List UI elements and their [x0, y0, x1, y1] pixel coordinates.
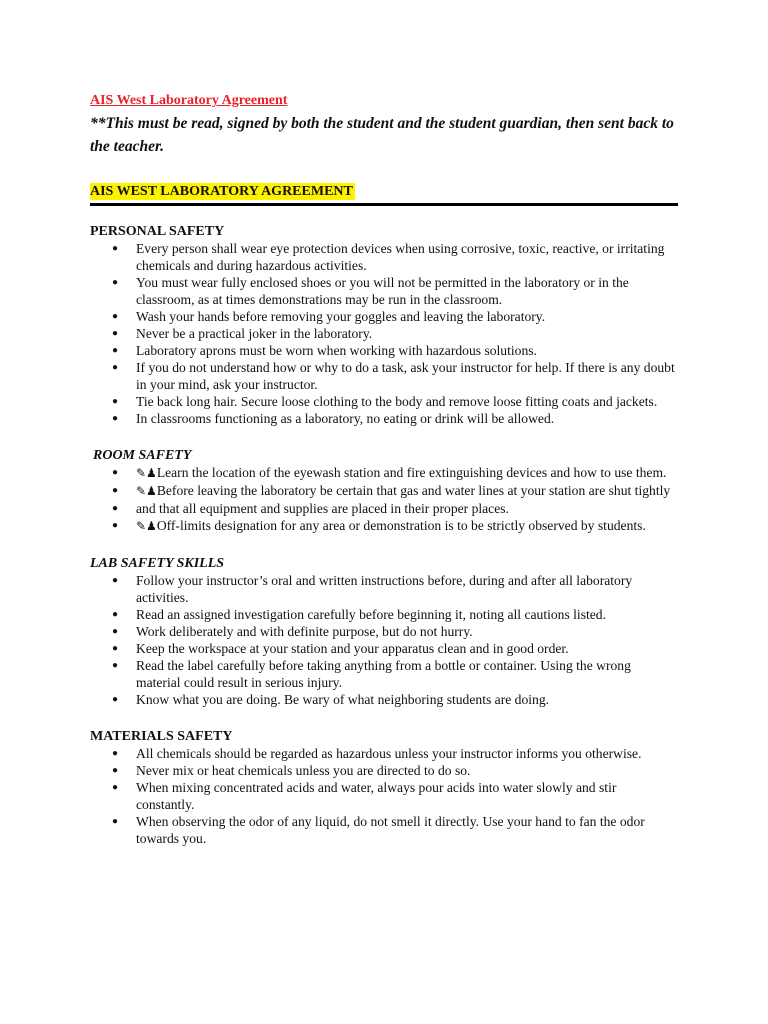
- list-item: ● Wash your hands before removing your goggles and leaving the laboratory.: [112, 309, 546, 324]
- list-item: ● Never be a practical joker in the laboratory.: [112, 326, 373, 341]
- bullet-icon: ●: [112, 643, 119, 654]
- list-item: ● Tie back long hair. Secure loose clothing to the body and remove loose fitting coats and jackets.: [112, 394, 658, 409]
- list-item-continuation: chemicals and during hazardous activities.: [136, 258, 367, 273]
- bullet-icon: ●: [112, 816, 119, 827]
- personal-safety-list: [90, 240, 690, 257]
- personal-safety-list-cont: [90, 274, 690, 427]
- agreement-banner: [90, 183, 690, 206]
- list-item: ● Read an assigned investigation carefully before beginning it, noting all cautions listed.: [112, 607, 606, 622]
- room-safety-list: [90, 464, 690, 535]
- list-item: ● Follow your instructor’s oral and written instructions before, during and after all laboratory activities.: [112, 573, 633, 605]
- personal-safety-section: [90, 223, 690, 427]
- lab-safety-skills-list: [90, 572, 690, 708]
- list-item: ● ✎♟Before leaving the laboratory be certain that gas and water lines at your station are shut tightly: [112, 483, 671, 498]
- list-item: ● When mixing concentrated acids and water, always pour acids into water slowly and stir constantly.: [112, 780, 617, 812]
- list-item: ● Every person shall wear eye protection devices when using corrosive, toxic, reactive, or irritating: [112, 241, 665, 256]
- list-item: ● Read the label carefully before taking anything from a bottle or container. Using the wrong material could result in serious injury.: [112, 658, 631, 690]
- bullet-icon: ●: [112, 765, 119, 776]
- agreement-banner-text: AIS WEST LABORATORY AGREEMENT: [90, 184, 353, 199]
- list-item: ● You must wear fully enclosed shoes or you will not be permitted in the laboratory or in the classroom, as at times demonstrations may be run in the classroom.: [112, 275, 629, 307]
- bullet-icon: ●: [112, 467, 119, 478]
- list-item: ● Know what you are doing. Be wary of what neighboring students are doing.: [112, 692, 550, 707]
- list-item: ● When observing the odor of any liquid, do not smell it directly. Use your hand to fan the odor towards you.: [112, 814, 645, 846]
- document-body: [90, 92, 690, 847]
- list-item: ● ✎♟Off-limits designation for any area or demonstration is to be strictly observed by students.: [112, 518, 646, 533]
- bullet-icon: ●: [112, 748, 119, 759]
- bullet-icon: ●: [112, 520, 119, 531]
- list-item: ● ✎♟Learn the location of the eyewash station and fire extinguishing devices and how to use them.: [112, 465, 667, 480]
- list-item: ● If you do not understand how or why to do a task, ask your instructor for help. If there is any doubt in your mind, ask your instructor.: [112, 360, 675, 392]
- list-item: ● In classrooms functioning as a laboratory, no eating or drink will be allowed.: [112, 411, 555, 426]
- safety-symbol-icon: ✎♟: [136, 466, 157, 480]
- list-item: ● Laboratory aprons must be worn when working with hazardous solutions.: [112, 343, 537, 358]
- safety-symbol-icon: ✎♟: [136, 484, 157, 498]
- list-item: ● Work deliberately and with definite purpose, but do not hurry.: [112, 624, 473, 639]
- document-title: AIS West Laboratory Agreement: [90, 93, 288, 108]
- bullet-icon: ●: [112, 362, 119, 373]
- bullet-icon: ●: [112, 609, 119, 620]
- bullet-icon: ●: [112, 243, 119, 254]
- safety-symbol-icon: ✎♟: [136, 519, 157, 533]
- lab-safety-skills-section: [90, 555, 690, 708]
- materials-safety-heading: MATERIALS SAFETY: [90, 729, 233, 744]
- horizontal-rule: [90, 203, 678, 206]
- room-safety-heading: ROOM SAFETY: [93, 448, 192, 463]
- bullet-icon: ●: [112, 413, 119, 424]
- bullet-icon: ●: [112, 694, 119, 705]
- room-safety-section: [90, 447, 690, 535]
- list-item: ● Keep the workspace at your station and your apparatus clean and in good order.: [112, 641, 569, 656]
- bullet-icon: ●: [112, 575, 119, 586]
- bullet-icon: ●: [112, 396, 119, 407]
- materials-safety-list: [90, 745, 690, 847]
- bullet-icon: ●: [112, 277, 119, 288]
- lab-safety-skills-heading: LAB SAFETY SKILLS: [90, 556, 225, 571]
- bullet-icon: ●: [112, 328, 119, 339]
- signing-notice: **This must be read, signed by both the student and the student guardian, then sent back to the teacher.: [90, 115, 674, 155]
- list-item: ● All chemicals should be regarded as hazardous unless your instructor informs you otherwise.: [112, 746, 642, 761]
- bullet-icon: ●: [112, 782, 119, 793]
- materials-safety-section: [90, 728, 690, 847]
- bullet-icon: ●: [112, 626, 119, 637]
- list-item: ● and that all equipment and supplies are placed in their proper places.: [112, 501, 509, 516]
- bullet-icon: ●: [112, 311, 119, 322]
- bullet-icon: ●: [112, 345, 119, 356]
- list-item: ● Never mix or heat chemicals unless you are directed to do so.: [112, 763, 471, 778]
- bullet-icon: ●: [112, 660, 119, 671]
- bullet-icon: ●: [112, 485, 119, 496]
- personal-safety-heading: PERSONAL SAFETY: [90, 224, 225, 239]
- bullet-icon: ●: [112, 503, 119, 514]
